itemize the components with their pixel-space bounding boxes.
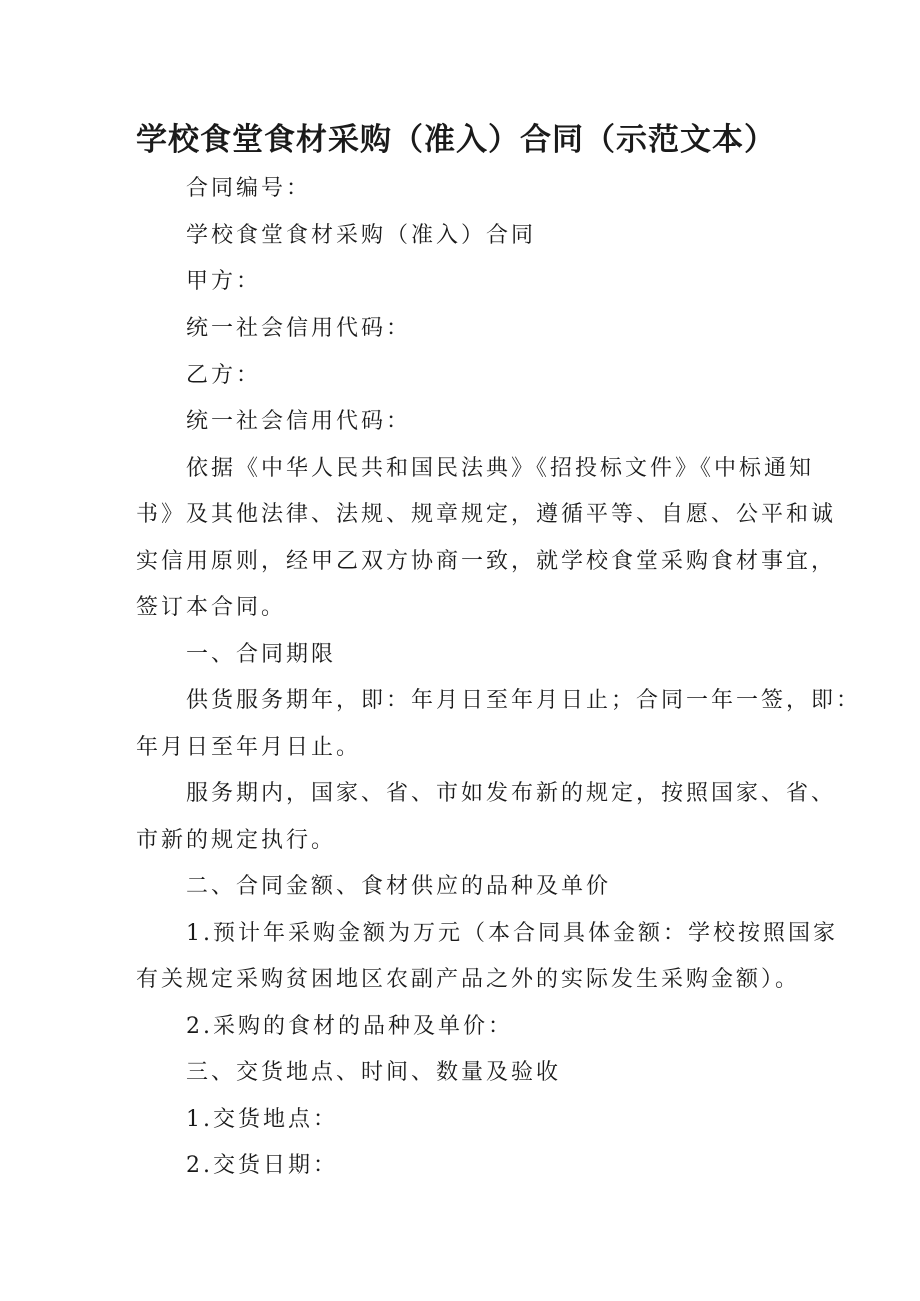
section-heading-3: 三、交货地点、时间、数量及验收 [186, 1060, 562, 1085]
preamble-line-2: 书》及其他法律、法规、规章规定，遵循平等、自愿、公平和诚 [136, 502, 837, 527]
section-heading-2: 二、合同金额、食材供应的品种及单价 [186, 874, 612, 899]
preamble-line-4: 签订本合同。 [136, 595, 287, 620]
amount-paragraph-line-1: 1.预计年采购金额为万元（本合同具体金额：学校按照国家 [186, 921, 838, 946]
contract-name-line: 学校食堂食材采购（准入）合同 [186, 223, 537, 248]
delivery-location-line: 1.交货地点： [186, 1107, 338, 1132]
variety-price-line: 2.采购的食材的品种及单价： [186, 1014, 513, 1039]
section-heading-1: 一、合同期限 [186, 642, 337, 667]
term-paragraph-line-2: 年月日至年月日止。 [136, 735, 362, 760]
delivery-date-line: 2.交货日期： [186, 1153, 338, 1178]
document-title: 学校食堂食材采购（准入）合同（示范文本） [136, 122, 776, 158]
service-period-line-1: 服务期内，国家、省、市如发布新的规定，按照国家、省、 [186, 781, 837, 806]
party-b-line: 乙方： [186, 363, 262, 388]
contract-number-line: 合同编号： [186, 176, 312, 201]
party-a-credit-code-line: 统一社会信用代码： [186, 316, 412, 341]
party-b-credit-code-line: 统一社会信用代码： [186, 409, 412, 434]
preamble-line-1: 依据《中华人民共和国民法典》《招投标文件》《中标通知 [186, 456, 815, 481]
preamble-line-3: 实信用原则，经甲乙双方协商一致，就学校食堂采购食材事宜， [136, 549, 837, 574]
amount-paragraph-line-2: 有关规定采购贫困地区农副产品之外的实际发生采购金额）。 [136, 967, 801, 992]
term-paragraph-line-1: 供货服务期年，即：年月日至年月日止；合同一年一签，即： [186, 688, 862, 713]
party-a-line: 甲方： [186, 269, 262, 294]
service-period-line-2: 市新的规定执行。 [136, 828, 337, 853]
